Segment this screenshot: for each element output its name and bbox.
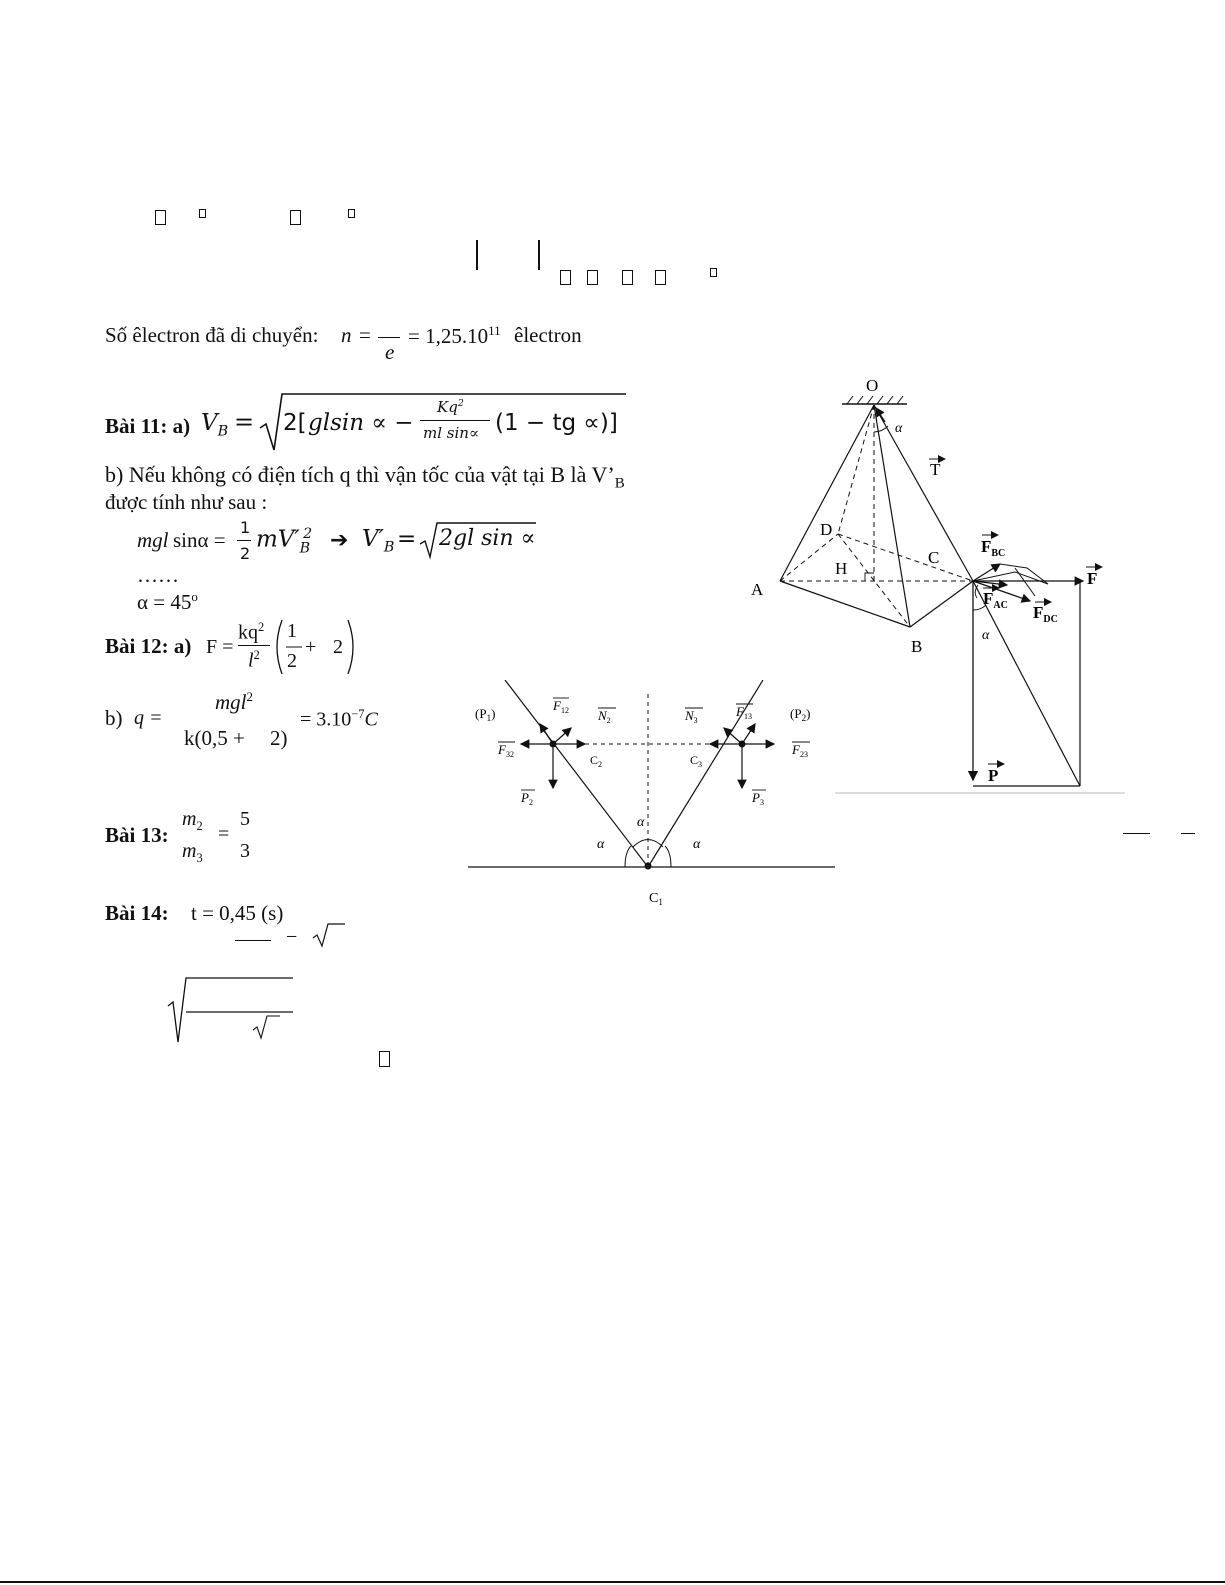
bai13-label: Bài 13: [105, 823, 169, 847]
missing-glyph-box [379, 1051, 390, 1067]
fac-sub: AC [993, 600, 1008, 611]
b-line1-text: b) Nếu không có điện tích q thì vận tốc của vật tại B là V’ [105, 462, 615, 487]
bai14-minus: − [286, 926, 298, 948]
bai12-den2: 2) [270, 726, 288, 750]
l-exp: 2 [253, 648, 260, 662]
num-text: Kq [437, 398, 458, 416]
p1-text: (P [475, 706, 487, 721]
bai11-mv [256, 526, 312, 556]
bai12-den: k(0,5 + [184, 726, 245, 750]
mgl-text: mgl [215, 690, 247, 714]
p2-sub: 2 [801, 713, 807, 723]
f13-sub: 13 [743, 712, 752, 721]
stray-minus-bar [1181, 833, 1195, 834]
bai11-two-bracket: 2[ [283, 410, 307, 436]
half-fraction-bar [237, 540, 251, 541]
mv-text: mV′ [256, 526, 300, 553]
bai13-n3: 3 [240, 840, 250, 862]
label-alpha-right: α [693, 837, 701, 852]
label-p2-weight [520, 790, 533, 807]
missing-glyph-box [710, 268, 717, 277]
p2v-text: P [521, 790, 529, 805]
f12-sub: 12 [560, 706, 569, 715]
f32-text: F [498, 742, 506, 757]
bai11-glsin: glsin ∝ − [308, 410, 414, 436]
bai12-fraction-bar [238, 645, 270, 646]
f12-text: F [553, 698, 561, 713]
fdc-text: F [1033, 603, 1044, 622]
result-exp: −7 [351, 707, 365, 721]
n3-text: N [685, 708, 694, 723]
label-fdc [1033, 603, 1058, 625]
alpha-text: α = 45 [137, 590, 192, 614]
label-p1: $(P_1)$ [475, 706, 496, 723]
missing-glyph-box [155, 210, 166, 225]
p3v-sub: 3 [759, 798, 764, 807]
electron-value-text: = 1,25.10 [408, 324, 489, 348]
fac-text: F [983, 589, 994, 608]
bai11-formula-lhs: mgl [137, 528, 169, 552]
p2-text: (P [790, 706, 802, 721]
result-text: = 3.10 [300, 708, 352, 731]
f23-sub: 23 [799, 750, 808, 759]
electron-prefix: Số êlectron đã di chuyển: [105, 323, 319, 347]
bai13-m2 [182, 808, 203, 834]
label-c: C [928, 548, 940, 567]
electron-suffix: êlectron [514, 323, 582, 347]
electron-exponent: 11 [488, 323, 501, 338]
result-unit: C [364, 708, 378, 731]
missing-glyph-box [348, 209, 355, 218]
vb-subscript: B [217, 423, 229, 440]
bai13-eq: = [218, 823, 230, 845]
electron-denominator: e [385, 340, 395, 364]
bai12-result [300, 707, 378, 732]
bai11-vbp [362, 526, 394, 556]
label-f32 [497, 742, 514, 759]
bai11-label: Bài 11: a) [105, 414, 191, 438]
label-t: T [930, 460, 941, 479]
label-n3 [684, 708, 698, 725]
label-f: F [1087, 569, 1098, 588]
label-b: B [911, 637, 923, 656]
label-p2: $(P_2)$ [790, 706, 811, 723]
bai12-b-label: b) [105, 706, 123, 730]
missing-glyph-box [655, 270, 666, 285]
bai11-vbp-root: 2gl sin ∝ [439, 526, 536, 551]
bai12-l [248, 648, 260, 673]
m3-text: m [182, 840, 197, 862]
m2-sub: 2 [196, 819, 203, 833]
bai14-label: Bài 14: [105, 901, 169, 925]
mgl-exp: 2 [246, 689, 254, 704]
bai14-small-sqrt [312, 922, 346, 948]
bai12-kq [238, 620, 264, 645]
m2-text: m [182, 808, 197, 830]
vbp-sub: B [383, 539, 395, 556]
label-f12 [552, 698, 569, 715]
alpha-degree: o [191, 589, 198, 604]
abs-bar [476, 240, 478, 270]
vbp-text: V′ [362, 526, 384, 552]
bai11-formula-sin: sinα = [173, 528, 226, 552]
label-alpha-left: α [597, 837, 605, 852]
mv-sub: B [299, 540, 311, 557]
n3-sub: 3 [693, 716, 698, 725]
pyramid-force-diagram [745, 372, 1145, 802]
label-alpha-top: α [637, 815, 645, 830]
stray-fraction-bar [1123, 833, 1150, 834]
abs-bar [538, 240, 540, 270]
bai14-big-sqrt [166, 972, 296, 1046]
n2-text: N [598, 708, 607, 723]
bai12-plus: + [305, 636, 317, 658]
label-h: H [835, 559, 848, 578]
kq-exp: 2 [258, 620, 265, 634]
missing-glyph-box [199, 209, 206, 218]
bai12-f: F = [206, 636, 234, 658]
n2-sub: 2 [606, 716, 611, 725]
implies-arrow-icon: ➔ [330, 528, 349, 553]
bai11-num [437, 398, 464, 416]
mv-exp: 2 [303, 526, 313, 542]
bai13-m3 [182, 840, 203, 866]
bai11-half-num: 1 [240, 518, 251, 537]
c1-text: C [649, 891, 659, 906]
p3v-text: P [752, 790, 760, 805]
label-alpha-top: α [895, 421, 903, 436]
c1-sub: 1 [658, 897, 663, 907]
label-p: P [988, 766, 999, 785]
electron-eq: = [359, 323, 371, 347]
electron-var-n: n [341, 323, 352, 347]
l-text: l [248, 649, 254, 672]
missing-glyph-box [622, 270, 633, 285]
bai11-dots: …… [137, 563, 179, 587]
bai11-vbp-eq: = [397, 526, 417, 552]
fraction-bar [378, 337, 400, 338]
bai12-p-top: 1 [287, 620, 297, 642]
bai12-q: q = [134, 707, 163, 729]
label-a: A [751, 580, 764, 599]
electron-value [408, 323, 501, 349]
fdc-sub: DC [1043, 614, 1058, 625]
p2v-sub: 2 [528, 798, 533, 807]
bai14-value: t = 0,45 (s) [191, 901, 284, 925]
bai14-fraction-bar [235, 940, 271, 941]
bai11-vb [201, 410, 228, 440]
fbc-sub: BC [991, 548, 1006, 559]
label-n2 [597, 708, 611, 725]
label-fbc [981, 537, 1005, 559]
label-alpha-mid: α [982, 628, 990, 643]
bai11-tail: (1 − tg ∝)] [495, 410, 618, 436]
f13-text: F [736, 704, 744, 719]
label-o: O [866, 376, 879, 395]
f23-text: F [792, 742, 800, 757]
c3-sub: 3 [698, 760, 703, 769]
vb-letter: V [201, 410, 218, 436]
page-bottom-rule [0, 1581, 1225, 1583]
missing-glyph-box [290, 210, 301, 225]
bai11-alpha-line [137, 589, 198, 615]
bai11-half-den: 2 [240, 544, 251, 563]
bai11-den: ml sin∝ [423, 424, 480, 442]
missing-glyph-box [560, 270, 571, 285]
p1-sub: 1 [486, 713, 492, 723]
b-line1-sub: B [614, 475, 625, 492]
electron-count-line [105, 323, 318, 348]
bai12-two: 2 [333, 636, 343, 658]
label-d: D [820, 520, 833, 539]
bai12-label: Bài 12: a) [105, 634, 192, 658]
f32-sub: 32 [505, 750, 514, 759]
bai13-n5: 5 [240, 808, 250, 830]
bai11-eq: = [234, 408, 255, 436]
label-c3 [690, 753, 702, 769]
bai12-mgl [215, 689, 253, 715]
c2-sub: 2 [598, 760, 603, 769]
label-c1 [649, 891, 663, 907]
label-c2 [590, 753, 602, 769]
bai12-p-bot: 2 [287, 650, 297, 672]
bai11-fraction-bar [420, 420, 490, 421]
c2-text: C [590, 753, 599, 767]
kq-text: kq [238, 621, 258, 644]
num-exp: 2 [457, 398, 464, 409]
missing-glyph-box [587, 270, 598, 285]
m3-sub: 3 [196, 851, 203, 865]
bai11-b-line2: được tính như sau : [105, 490, 268, 514]
fbc-text: F [981, 537, 992, 556]
bai11-b-line1 [105, 462, 625, 492]
c3-text: C [690, 753, 699, 767]
